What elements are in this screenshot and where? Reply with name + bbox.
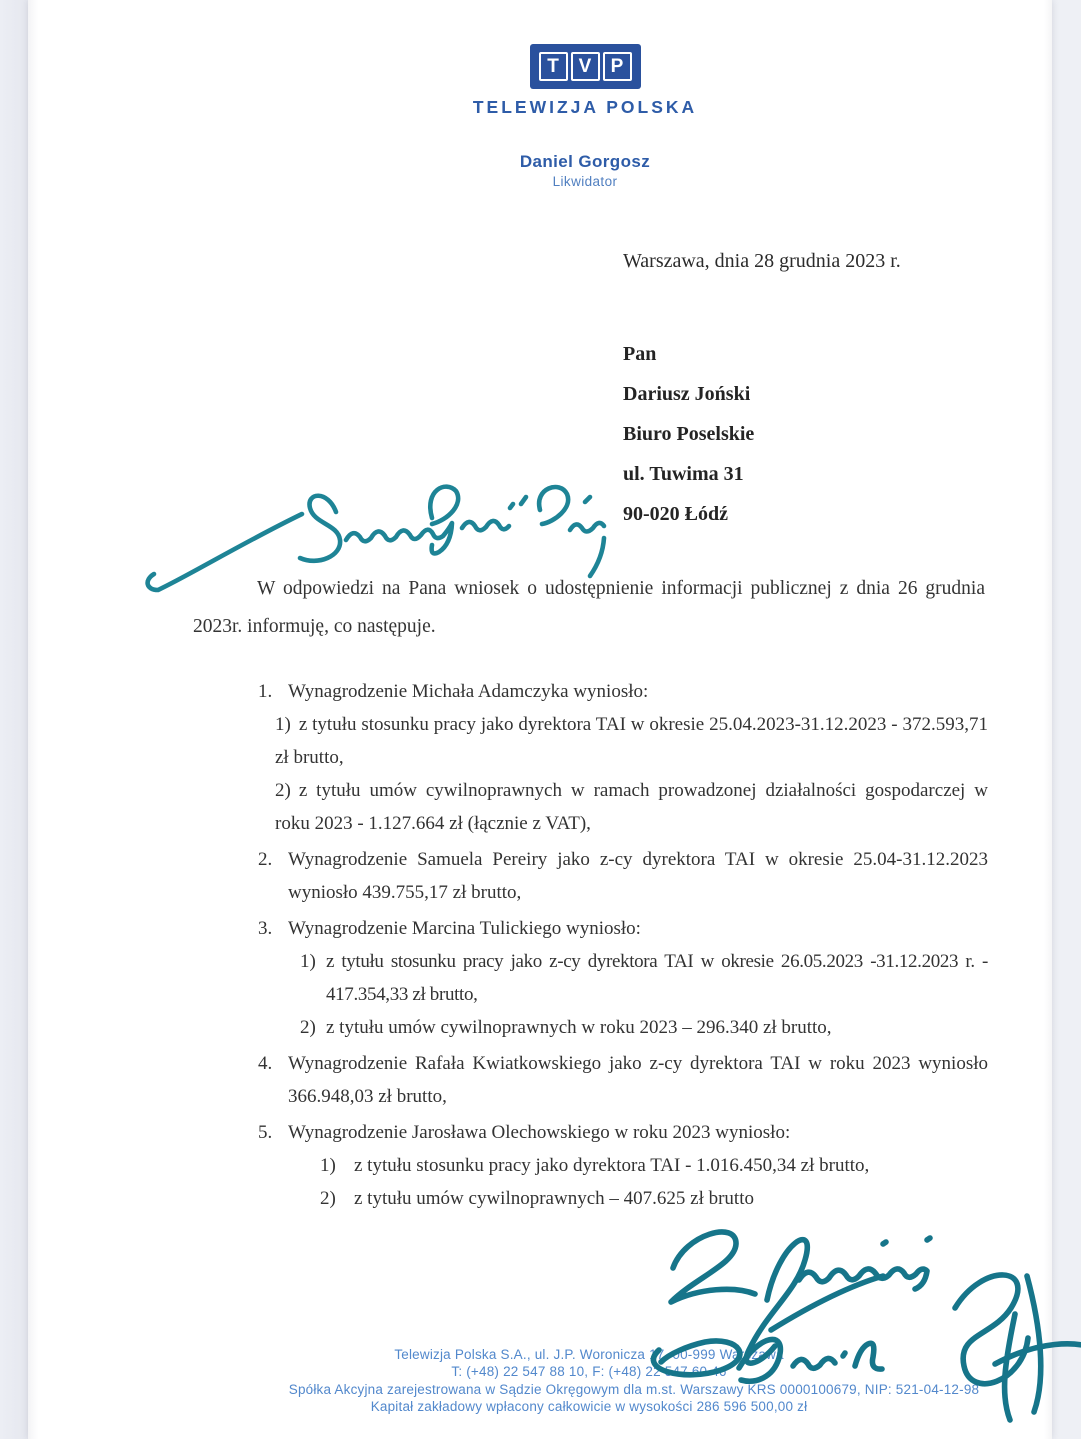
- tvp-logo-letter-t: T: [539, 52, 568, 81]
- letterhead: [73, 44, 1081, 189]
- handwritten-greeting: [140, 478, 610, 603]
- letter-page: [28, 0, 1052, 1439]
- list-subitem: [320, 1149, 988, 1182]
- item-text: Wynagrodzenie Rafała Kwiatkowskiego jako z-cy dyrektora TAI w roku 2023 wyniosło 366.948,03 zł brutto,: [288, 1053, 988, 1107]
- intro-paragraph: W odpowiedzi na Pana wniosek o udostępnienie informacji publicznej z dnia 26 grudnia 2023r. informuję, co następuje.: [193, 578, 985, 637]
- item-number: 4.: [258, 1053, 273, 1074]
- recipient-line: 90-020 Łódź: [623, 503, 728, 525]
- item-text: Wynagrodzenie Michała Adamczyka wyniosło:: [288, 681, 649, 702]
- item-text: Wynagrodzenie Marcina Tulickiego wyniosło:: [288, 918, 641, 939]
- list-subitem: [275, 708, 988, 774]
- footer-line: Spółka Akcyjna zarejestrowana w Sądzie Okręgowym dla m.st. Warszawy KRS 0000100679, NIP: 521-04-12-98: [288, 1381, 980, 1397]
- subitem-text: z tytułu stosunku pracy jako z-cy dyrektora TAI w okresie 26.05.2023 -31.12.2023 r. - 417.354,33 zł brutto,: [326, 951, 988, 1005]
- dateline: Warszawa, dnia 28 grudnia 2023 r.: [623, 250, 901, 272]
- handwritten-signature: [643, 1212, 1081, 1427]
- recipient-line: Pan: [623, 343, 657, 365]
- brand-name: TELEWIZJA POLSKA: [472, 97, 698, 117]
- item-number: 3.: [258, 918, 273, 939]
- footer-line: T: (+48) 22 547 88 10, F: (+48) 22 547 60 46: [451, 1364, 727, 1380]
- sender-title: Likwidator: [552, 174, 618, 189]
- subitem-number: 2): [320, 1188, 336, 1209]
- item-number: 2.: [258, 849, 273, 870]
- sender-name: Daniel Gorgosz: [519, 152, 651, 171]
- item-text: Wynagrodzenie Jarosława Olechowskiego w roku 2023 wyniosło:: [288, 1122, 791, 1143]
- subitem-number: 1): [320, 1155, 336, 1176]
- list-item: [258, 1116, 988, 1149]
- list-subitem: [300, 1011, 988, 1044]
- list-subitem: [300, 945, 988, 1011]
- subitem-number: 2): [275, 780, 291, 801]
- recipient-line: Biuro Poselskie: [623, 423, 755, 445]
- subitem-number: 1): [300, 951, 316, 972]
- recipient-line: Dariusz Joński: [623, 383, 751, 405]
- footer-line: Telewizja Polska S.A., ul. J.P. Woronicza 17, 00-999 Warszawa: [394, 1347, 784, 1362]
- sender-block: [73, 152, 1081, 189]
- subitem-number: 1): [275, 714, 291, 735]
- tvp-logo-letter-p: P: [603, 52, 632, 81]
- tvp-logo-letter-v: V: [571, 52, 600, 81]
- subitem-text: z tytułu stosunku pracy jako dyrektora TAI w okresie 25.04.2023-31.12.2023 - 372.593,71 zł brutto,: [275, 714, 988, 768]
- salary-list: [258, 672, 988, 1215]
- recipient-block: [623, 334, 754, 534]
- item-text: Wynagrodzenie Samuela Pereiry jako z-cy dyrektora TAI w okresie 25.04-31.12.2023 wyniosło 439.755,17 zł brutto,: [288, 849, 988, 903]
- footer-line: Kapitał zakładowy wpłacony całkowicie w wysokości 286 596 500,00 zł: [370, 1398, 808, 1414]
- subitem-text: z tytułu stosunku pracy jako dyrektora TAI - 1.016.450,34 zł brutto,: [354, 1155, 870, 1176]
- list-subitem: [320, 1182, 988, 1215]
- recipient-line: ul. Tuwima 31: [623, 463, 744, 485]
- subitem-text: z tytułu umów cywilnoprawnych – 407.625 zł brutto: [354, 1188, 754, 1209]
- subitem-text: z tytułu umów cywilnoprawnych w roku 2023 – 296.340 zł brutto,: [326, 1017, 832, 1038]
- list-item: [258, 675, 988, 708]
- item-number: 5.: [258, 1122, 273, 1143]
- tvp-logo: [530, 44, 641, 89]
- subitem-text: z tytułu umów cywilnoprawnych w ramach prowadzonej działalności gospodarczej w roku 2023 - 1.127.664 zł (łącznie z VAT),: [275, 780, 988, 834]
- list-subitem: [275, 774, 988, 840]
- list-item: [258, 912, 988, 945]
- list-item: [258, 843, 988, 909]
- subitem-number: 2): [300, 1017, 316, 1038]
- item-number: 1.: [258, 681, 273, 702]
- list-item: [258, 1047, 988, 1113]
